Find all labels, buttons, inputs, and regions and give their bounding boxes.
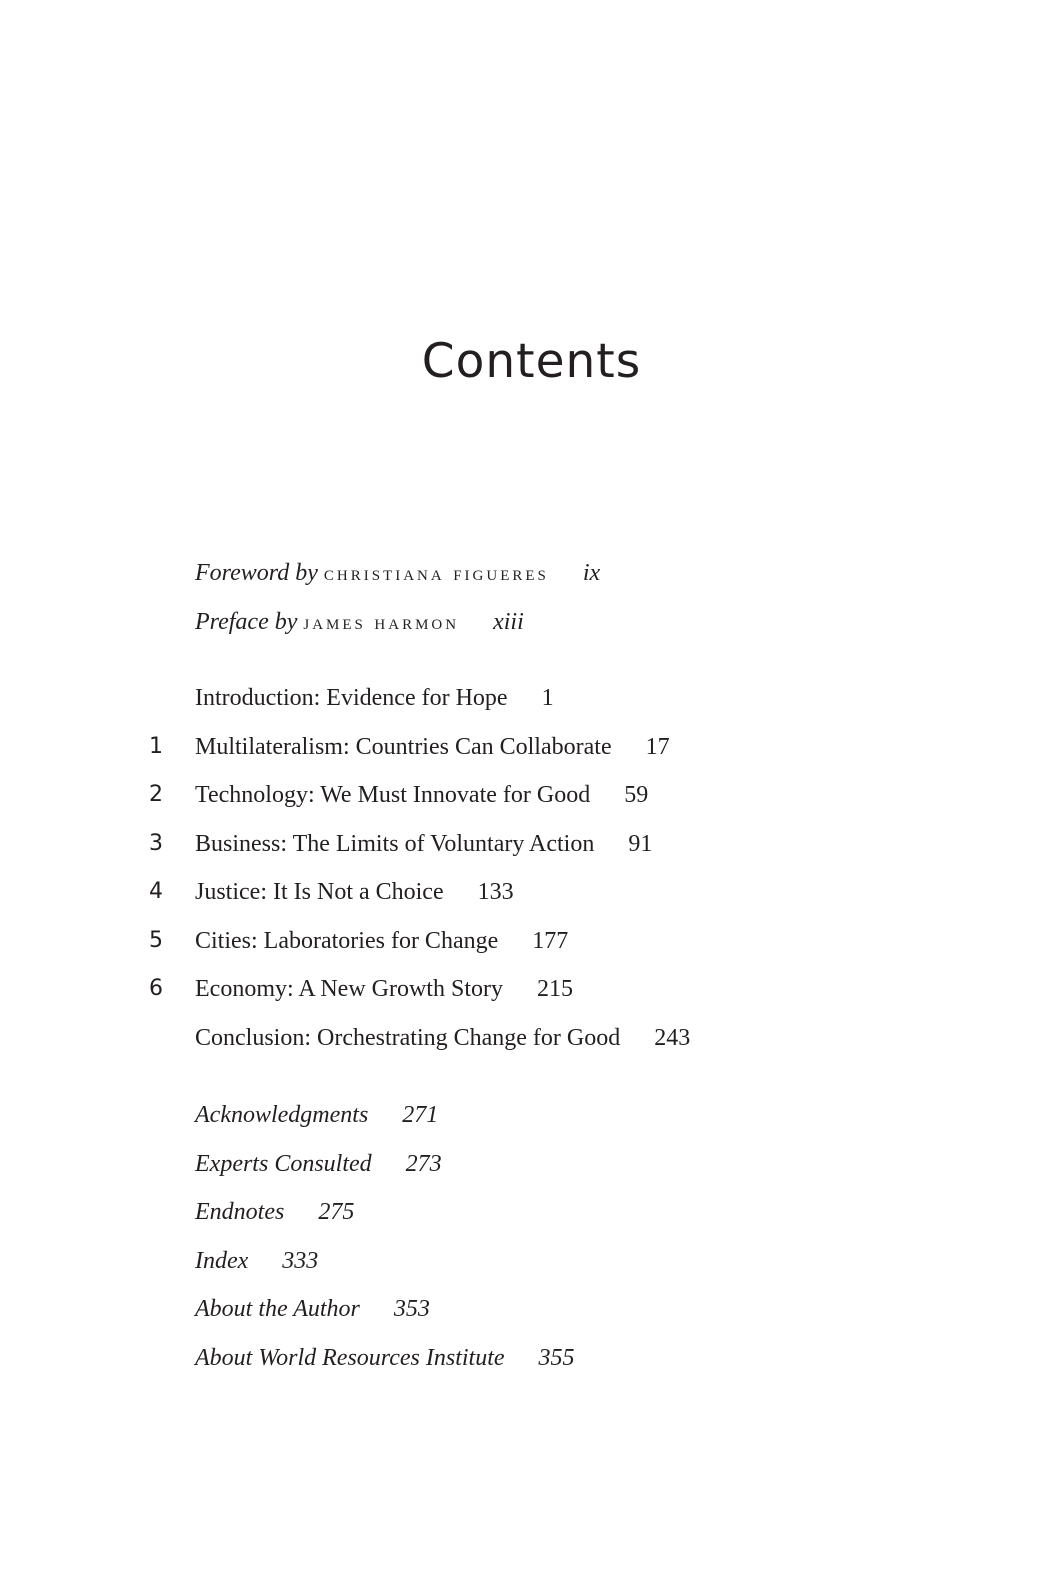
chapter-title: Conclusion: Orchestrating Change for Good [195,1025,621,1051]
toc-entry-foreword[interactable] [195,556,600,590]
toc-page-number: 17 [645,734,670,760]
toc-page-number: 1 [541,685,554,711]
toc-entry-chapter-3[interactable] [149,827,653,861]
back-matter-title: About World Resources Institute [195,1345,505,1371]
toc-entry-about-the-author[interactable] [195,1292,430,1326]
preface-label: Preface by [195,609,298,635]
back-matter-title: Index [195,1248,249,1274]
toc-page-number: 355 [538,1345,575,1371]
back-matter-title: Acknowledgments [195,1102,369,1128]
toc-page-number: 59 [624,782,649,808]
chapter-number: 1 [149,734,163,759]
back-matter-title: Endnotes [195,1199,285,1225]
chapter-title: Technology: We Must Innovate for Good [195,782,591,808]
toc-entry-about-wri[interactable] [195,1341,575,1375]
toc-page-number: 271 [402,1102,439,1128]
toc-entry-index[interactable] [195,1244,318,1278]
chapter-title: Cities: Laboratories for Change [195,928,499,954]
toc-page-number: 243 [654,1025,691,1051]
toc-page-number: 177 [532,928,569,954]
page-title: Contents [421,334,642,389]
chapter-number: 2 [149,782,163,807]
toc-entry-chapter-1[interactable] [149,730,670,764]
foreword-author: christiana figueres [323,560,549,585]
toc-page-number: 333 [282,1248,319,1274]
toc-entry-acknowledgments[interactable] [195,1098,438,1132]
toc-entry-chapter-4[interactable] [149,875,514,909]
toc-entry-introduction[interactable] [195,681,554,715]
toc-entry-endnotes[interactable] [195,1195,354,1229]
toc-page-number: 275 [318,1199,355,1225]
toc-entry-chapter-6[interactable] [149,972,573,1006]
toc-page-number: 215 [536,976,573,1002]
chapter-title: Economy: A New Growth Story [195,976,503,1002]
chapter-number: 5 [149,928,163,953]
toc-entry-chapter-5[interactable] [149,924,569,958]
chapter-title: Multilateralism: Countries Can Collaborate [195,734,612,760]
toc-page-number: 273 [405,1151,442,1177]
preface-author: james harmon [303,609,460,634]
toc-entry-experts-consulted[interactable] [195,1147,442,1181]
toc-page-number: 91 [628,831,653,857]
back-matter-title: Experts Consulted [195,1151,372,1177]
chapter-number: 6 [149,976,163,1001]
foreword-label: Foreword by [195,560,318,586]
toc-page-number: 133 [477,879,514,905]
toc-page-number: 353 [393,1296,430,1322]
chapter-number: 4 [149,879,163,904]
toc-page-number: ix [582,560,601,586]
chapter-number: 3 [149,831,163,856]
toc-page-number: xiii [493,609,524,635]
toc-entry-chapter-2[interactable] [149,778,649,812]
chapter-title: Introduction: Evidence for Hope [195,685,508,711]
toc-entry-conclusion[interactable] [195,1021,690,1055]
back-matter-title: About the Author [195,1296,360,1322]
toc-entry-preface[interactable] [195,605,524,639]
chapter-title: Business: The Limits of Voluntary Action [195,831,595,857]
chapter-title: Justice: It Is Not a Choice [195,879,444,905]
